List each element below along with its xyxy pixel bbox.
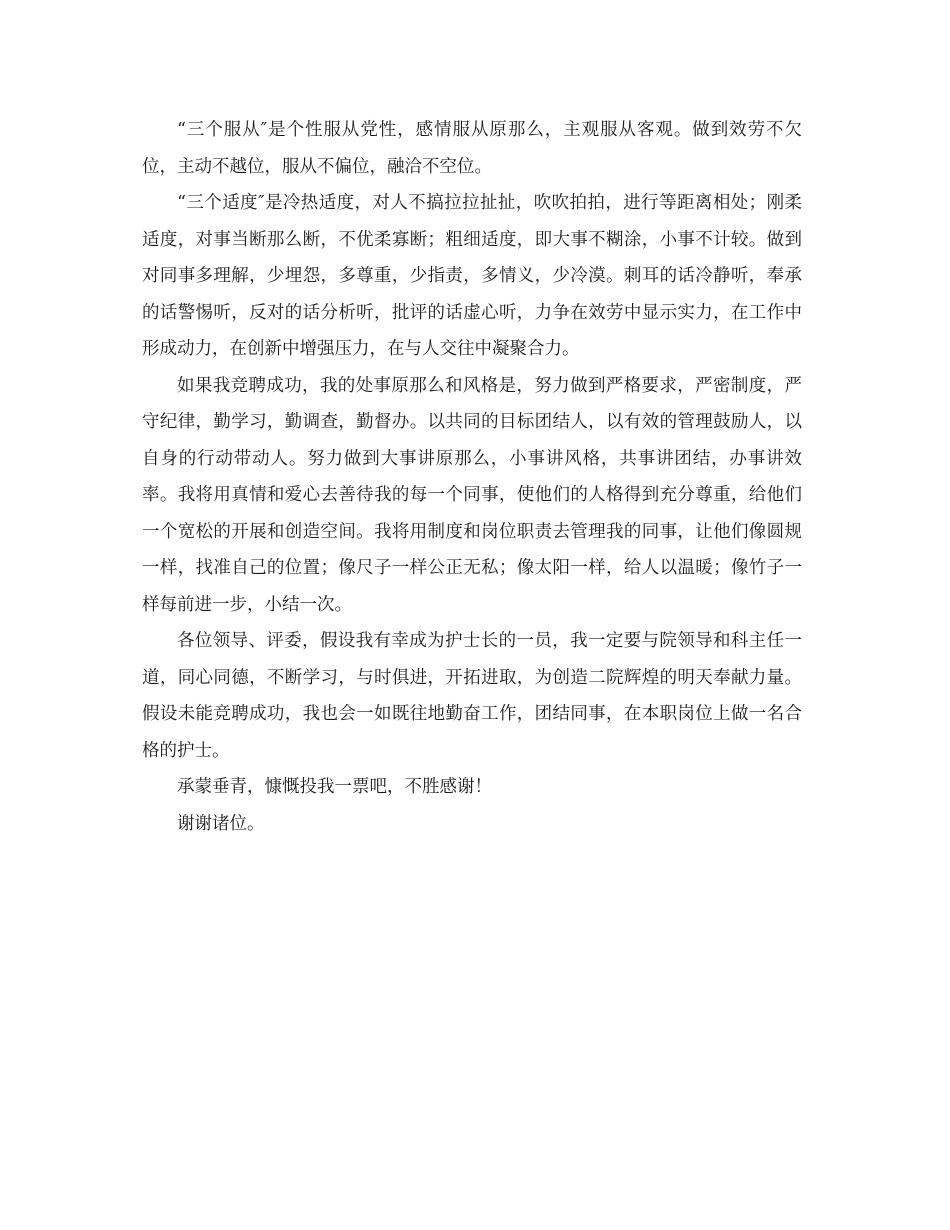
paragraph-vote-request: 承蒙垂青，慷慨投我一票吧，不胜感谢！ — [177, 777, 492, 797]
paragraph-commitment: 各位领导、评委，假设我有幸成为护士长的一员，我一定要与院领导和科主任一道，同心同德，不断学习，与时俱进，开拓进取，为创造二院辉煌的明天奉献力量。假设未能竞聘成功，我也会一如既往地勤奋工作，团结同事，在本职岗位上做一名合格的护士。 — [142, 631, 802, 761]
document-body — [142, 112, 802, 842]
paragraph-three-moderations: “三个适度″是冷热适度，对人不搞拉拉扯扯，吹吹拍拍，进行等距离相处；刚柔适度，对事当断那么断，不优柔寡断；粗细适度，即大事不糊涂，小事不计较。做到对同事多理解，少埋怨，多尊重，少指责，多情义，少冷漠。刺耳的话冷静听，奉承的话警惕听，反对的话分析听，批评的话虚心听，力争在效劳中显示实力，在工作中形成动力，在创新中增强压力，在与人交往中凝聚合力。 — [142, 193, 802, 359]
paragraph-three-obediences: “三个服从″是个性服从党性，感情服从原那么，主观服从客观。做到效劳不欠位，主动不越位，服从不偏位，融洽不空位。 — [142, 120, 802, 177]
paragraph-closing-thanks: 谢谢诸位。 — [177, 813, 265, 834]
paragraph-work-principles: 如果我竞聘成功，我的处事原那么和风格是，努力做到严格要求，严密制度，严守纪律，勤学习，勤调查，勤督办。以共同的目标团结人，以有效的管理鼓励人，以自身的行动带动人。努力做到大事讲原那么，小事讲风格，共事讲团结，办事讲效率。我将用真情和爱心去善待我的每一个同事，使他们的人格得到充分尊重，给他们一个宽松的开展和创造空间。我将用制度和岗位职责去管理我的同事，让他们像圆规一样，找准自己的位置；像尺子一样公正无私；像太阳一样，给人以温暖；像竹子一样每前进一步，小结一次。 — [142, 375, 802, 615]
